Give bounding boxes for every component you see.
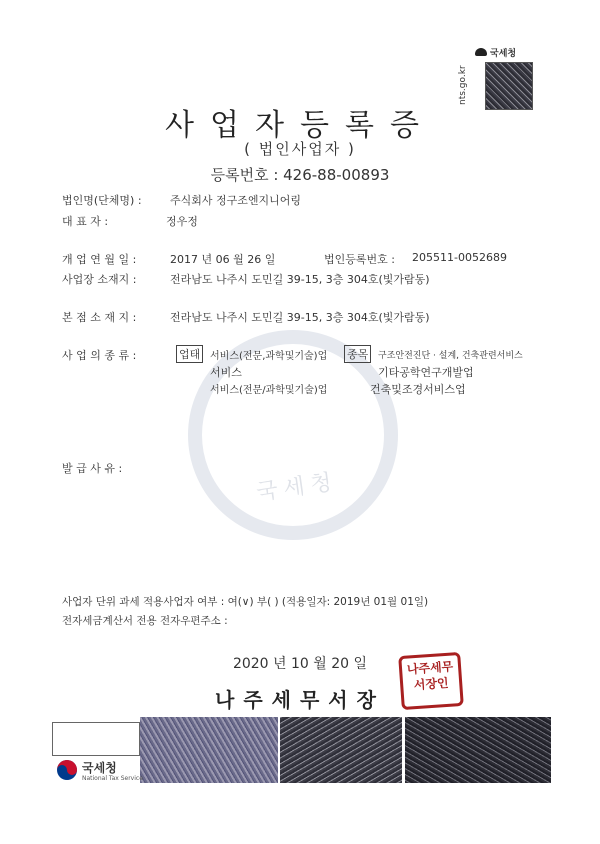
business-type-label: 사 업 의 종 류 : bbox=[62, 349, 137, 362]
business-item-2: 기타공학연구개발업 bbox=[378, 366, 474, 379]
nts-eagle-icon bbox=[475, 48, 487, 56]
security-pattern-2 bbox=[280, 717, 402, 783]
representative-value: 정우정 bbox=[166, 215, 198, 228]
type-tag: 업태 bbox=[176, 345, 203, 363]
nts-logo bbox=[56, 757, 146, 787]
security-pattern-1 bbox=[140, 717, 278, 783]
security-pattern-3 bbox=[405, 717, 551, 783]
hq-address-label: 본 점 소 재 지 : bbox=[62, 311, 137, 324]
logo-name: 국세청 bbox=[82, 761, 117, 775]
business-item-1: 구조안전진단 · 설계, 건축관련서비스 bbox=[378, 351, 523, 361]
blank-box bbox=[52, 722, 140, 756]
logo-sub: National Tax Service bbox=[82, 775, 143, 782]
issue-date: 2020 년 10 월 20 일 bbox=[232, 656, 368, 672]
document-title: 사업자등록증 bbox=[165, 108, 435, 143]
registration-number: 등록번호 : 426-88-00893 bbox=[210, 166, 390, 184]
business-item-3: 건축및조경서비스업 bbox=[370, 383, 466, 396]
taegeuk-icon bbox=[56, 759, 78, 781]
official-seal: 나주세무서장인 bbox=[398, 652, 464, 710]
watermark-text: 국세청 bbox=[254, 469, 340, 506]
hq-address-value: 전라남도 나주시 도민길 39-15, 3층 304호(빛가람동) bbox=[170, 311, 430, 324]
corp-reg-value: 205511-0052689 bbox=[412, 251, 507, 264]
item-tag: 종목 bbox=[344, 345, 371, 363]
open-date-label: 개 업 연 월 일 : bbox=[62, 253, 137, 266]
issuing-office: 나주세무서장 bbox=[215, 688, 385, 712]
issue-reason-label: 발 급 사 유 : bbox=[62, 462, 123, 475]
document-subtitle: ( 법인사업자 ) bbox=[244, 140, 356, 158]
tax-unit-line: 사업자 단위 과세 적용사업자 여부 : 여(∨) 부( ) (적용일자: 2019년 01월 01일) bbox=[62, 596, 429, 608]
business-address-value: 전라남도 나주시 도민길 39-15, 3층 304호(빛가람동) bbox=[170, 273, 430, 286]
open-date-value: 2017 년 06 월 26 일 bbox=[170, 253, 276, 266]
email-line: 전자세금계산서 전용 전자우편주소 : bbox=[62, 615, 228, 627]
business-type-3: 서비스(전문/과학및기술)업 bbox=[210, 385, 328, 396]
corp-name-value: 주식회사 정구조엔지니어링 bbox=[170, 194, 302, 207]
nts-header-name: 국세청 bbox=[490, 49, 517, 59]
nts-url: nts.go.kr bbox=[458, 65, 468, 105]
business-type-1: 서비스(전문,과학및기술)업 bbox=[210, 351, 328, 362]
business-address-label: 사업장 소재지 : bbox=[62, 273, 137, 286]
representative-label: 대 표 자 : bbox=[62, 215, 109, 228]
corp-reg-label: 법인등록번호 : bbox=[324, 253, 395, 266]
business-type-2: 서비스 bbox=[210, 366, 242, 379]
corp-name-label: 법인명(단체명) : bbox=[62, 194, 142, 207]
